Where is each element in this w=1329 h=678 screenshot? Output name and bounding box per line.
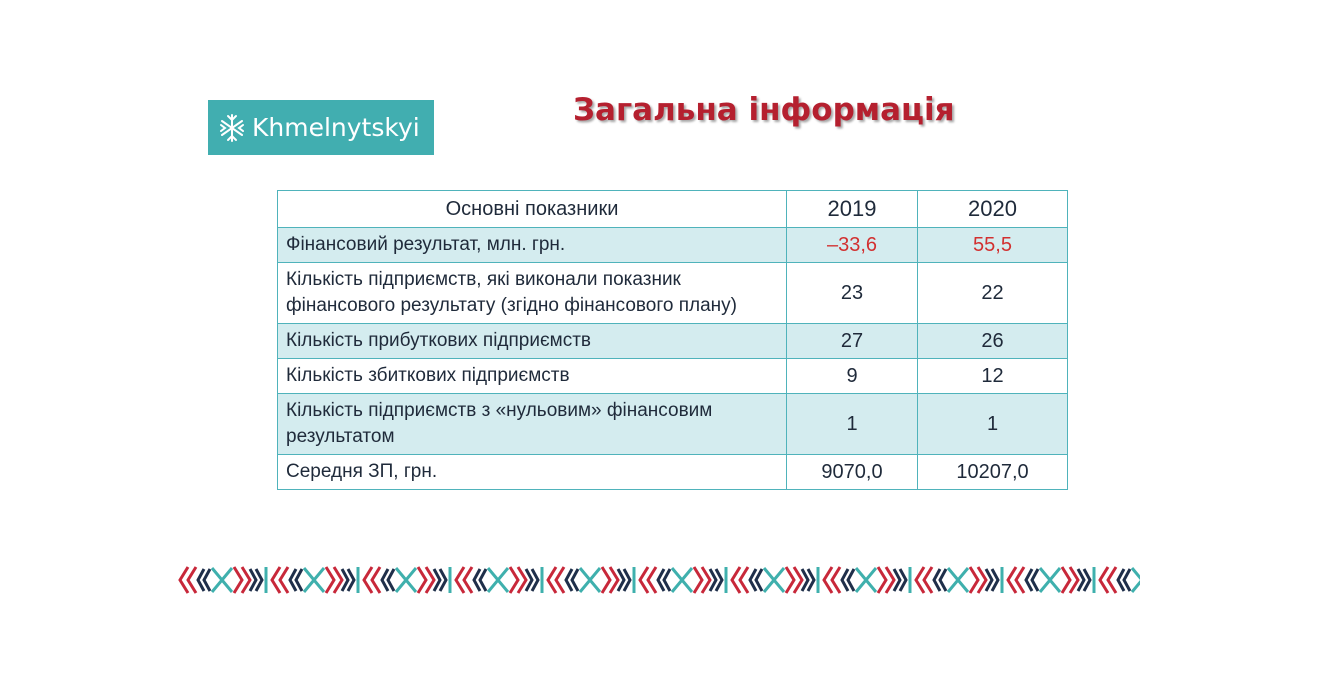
ornament-motif xyxy=(1008,567,1094,593)
ornament-motif xyxy=(456,567,542,593)
header-indicators: Основні показники xyxy=(278,191,787,228)
value-2019: 27 xyxy=(787,324,918,359)
value-2020: 10207,0 xyxy=(918,455,1068,490)
value-2019: 1 xyxy=(787,394,918,455)
embroidery-border-ornament xyxy=(178,563,1140,597)
indicators-table xyxy=(277,190,1068,490)
table-header-row xyxy=(278,191,1068,228)
logo xyxy=(208,100,434,155)
row-label: Кількість прибуткових підприємств xyxy=(278,324,787,359)
value-2019: –33,6 xyxy=(787,228,918,263)
row-label: Кількість збиткових підприємств xyxy=(278,359,787,394)
row-label: Середня ЗП, грн. xyxy=(278,455,787,490)
table-row xyxy=(278,394,1068,455)
header-2020: 2020 xyxy=(918,191,1068,228)
table-row xyxy=(278,455,1068,490)
header-2019: 2019 xyxy=(787,191,918,228)
ornament-motif xyxy=(1100,567,1140,593)
value-2019: 9070,0 xyxy=(787,455,918,490)
table-row xyxy=(278,324,1068,359)
value-2019: 23 xyxy=(787,263,918,324)
snowflake-tree-icon xyxy=(218,113,246,143)
row-label: Кількість підприємств з «нульовим» фінансовим результатом xyxy=(278,394,787,455)
value-2020: 26 xyxy=(918,324,1068,359)
value-2020: 55,5 xyxy=(918,228,1068,263)
logo-text: Khmelnytskyi xyxy=(252,113,420,142)
ornament-motif xyxy=(364,567,450,593)
page-title: Загальна інформація xyxy=(573,92,955,128)
row-label: Фінансовий результат, млн. грн. xyxy=(278,228,787,263)
value-2019: 9 xyxy=(787,359,918,394)
value-2020: 1 xyxy=(918,394,1068,455)
value-2020: 12 xyxy=(918,359,1068,394)
ornament-motif xyxy=(732,567,818,593)
ornament-motif xyxy=(548,567,634,593)
table-row xyxy=(278,359,1068,394)
row-label: Кількість підприємств, які виконали показник фінансового результату (згідно фінансового плану) xyxy=(278,263,787,324)
table-row xyxy=(278,263,1068,324)
ornament-motif xyxy=(916,567,1002,593)
ornament-motif xyxy=(640,567,726,593)
ornament-motif xyxy=(180,567,266,593)
ornament-motif xyxy=(824,567,910,593)
ornament-motif xyxy=(272,567,358,593)
value-2020: 22 xyxy=(918,263,1068,324)
table-row xyxy=(278,228,1068,263)
